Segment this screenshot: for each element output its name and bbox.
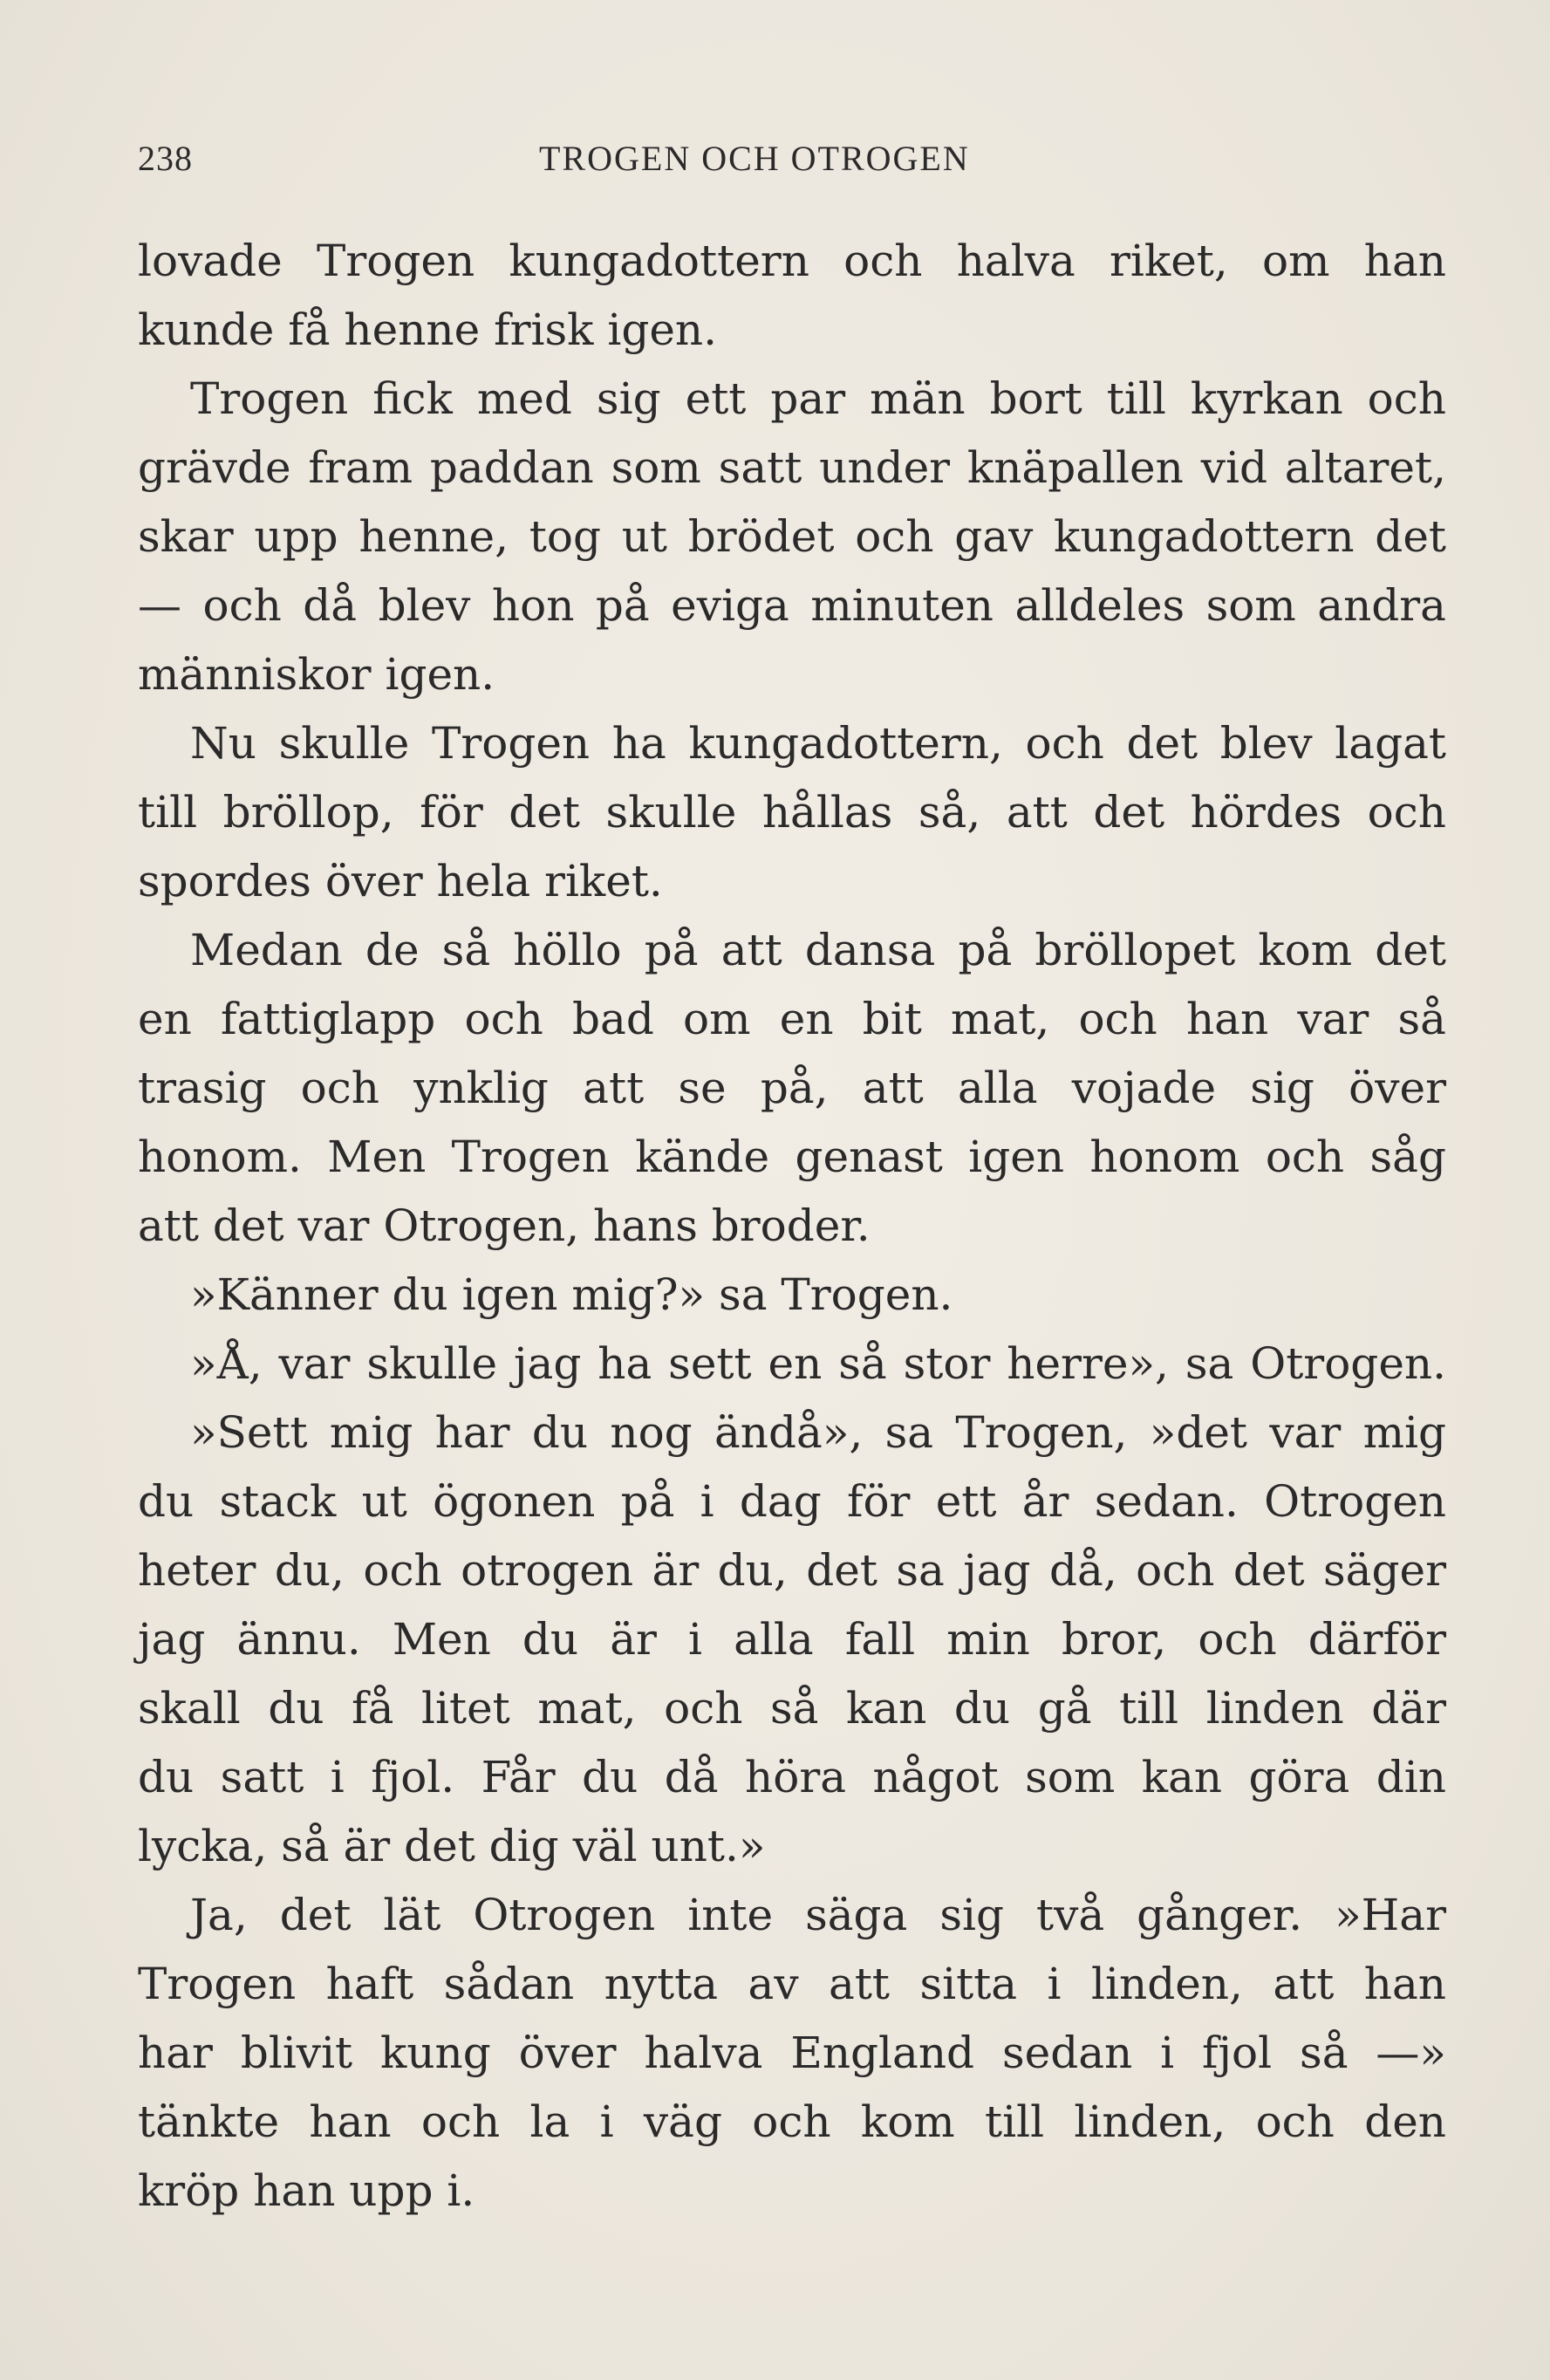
- text-line: grävde fram paddan som satt under knäpallen vid altaret,: [138, 442, 1446, 493]
- text-line: du satt i fjol. Får du då höra något som kan göra din: [138, 1752, 1446, 1802]
- text-line: Trogen haft sådan nytta av att sitta i linden, att han: [138, 1959, 1446, 2009]
- text-line: Ja, det lät Otrogen inte säga sig två gånger. »Har: [190, 1890, 1446, 1940]
- text-line: heter du, och otrogen är du, det sa jag då, och det säger: [138, 1545, 1446, 1596]
- text-line: — och då blev hon på eviga minuten alldeles som andra: [138, 580, 1446, 631]
- text-line: honom. Men Trogen kände genast igen honom och såg: [138, 1132, 1446, 1182]
- text-line: att det var Otrogen, hans broder.: [138, 1200, 871, 1251]
- text-line: lycka, så är det dig väl unt.»: [138, 1821, 766, 1871]
- text-line: tänkte han och la i väg och kom till linden, och den: [138, 2096, 1446, 2147]
- body-text: [138, 227, 1446, 2226]
- text-line: jag ännu. Men du är i alla fall min bror, och därför: [138, 1614, 1446, 1665]
- text-line: Nu skulle Trogen ha kungadottern, och det blev lagat: [190, 718, 1446, 769]
- running-head: TROGEN OCH OTROGEN: [539, 139, 970, 178]
- text-line: till bröllop, för det skulle hållas så, att det hördes och: [138, 787, 1446, 838]
- text-line: människor igen.: [138, 649, 495, 700]
- text-line: du stack ut ögonen på i dag för ett år sedan. Otrogen: [138, 1476, 1446, 1527]
- text-line: skar upp henne, tog ut brödet och gav kungadottern det: [138, 511, 1446, 562]
- text-line: Medan de så höllo på att dansa på bröllopet kom det: [190, 925, 1446, 975]
- page-number: 238: [138, 139, 193, 178]
- text-line: lovade Trogen kungadottern och halva riket, om han: [138, 236, 1446, 286]
- text-line: spordes över hela riket.: [138, 856, 663, 906]
- text-line: »Å, var skulle jag ha sett en så stor herre», sa Otrogen.: [190, 1338, 1446, 1389]
- text-line: har blivit kung över halva England sedan i fjol så —»: [138, 2028, 1446, 2078]
- text-line: kröp han upp i.: [138, 2165, 475, 2216]
- text-line: skall du få litet mat, och så kan du gå till linden där: [138, 1683, 1446, 1734]
- text-line: »Känner du igen mig?» sa Trogen.: [190, 1269, 953, 1320]
- text-line: kunde få henne frisk igen.: [138, 304, 718, 355]
- page-header: [138, 138, 1347, 190]
- text-line: »Sett mig har du nog ändå», sa Trogen, »det var mig: [190, 1407, 1446, 1458]
- text-line: trasig och ynklig att se på, att alla vojade sig över: [138, 1063, 1446, 1113]
- text-line: Trogen fick med sig ett par män bort till kyrkan och: [190, 373, 1446, 424]
- text-line: en fattiglapp och bad om en bit mat, och han var så: [138, 994, 1446, 1044]
